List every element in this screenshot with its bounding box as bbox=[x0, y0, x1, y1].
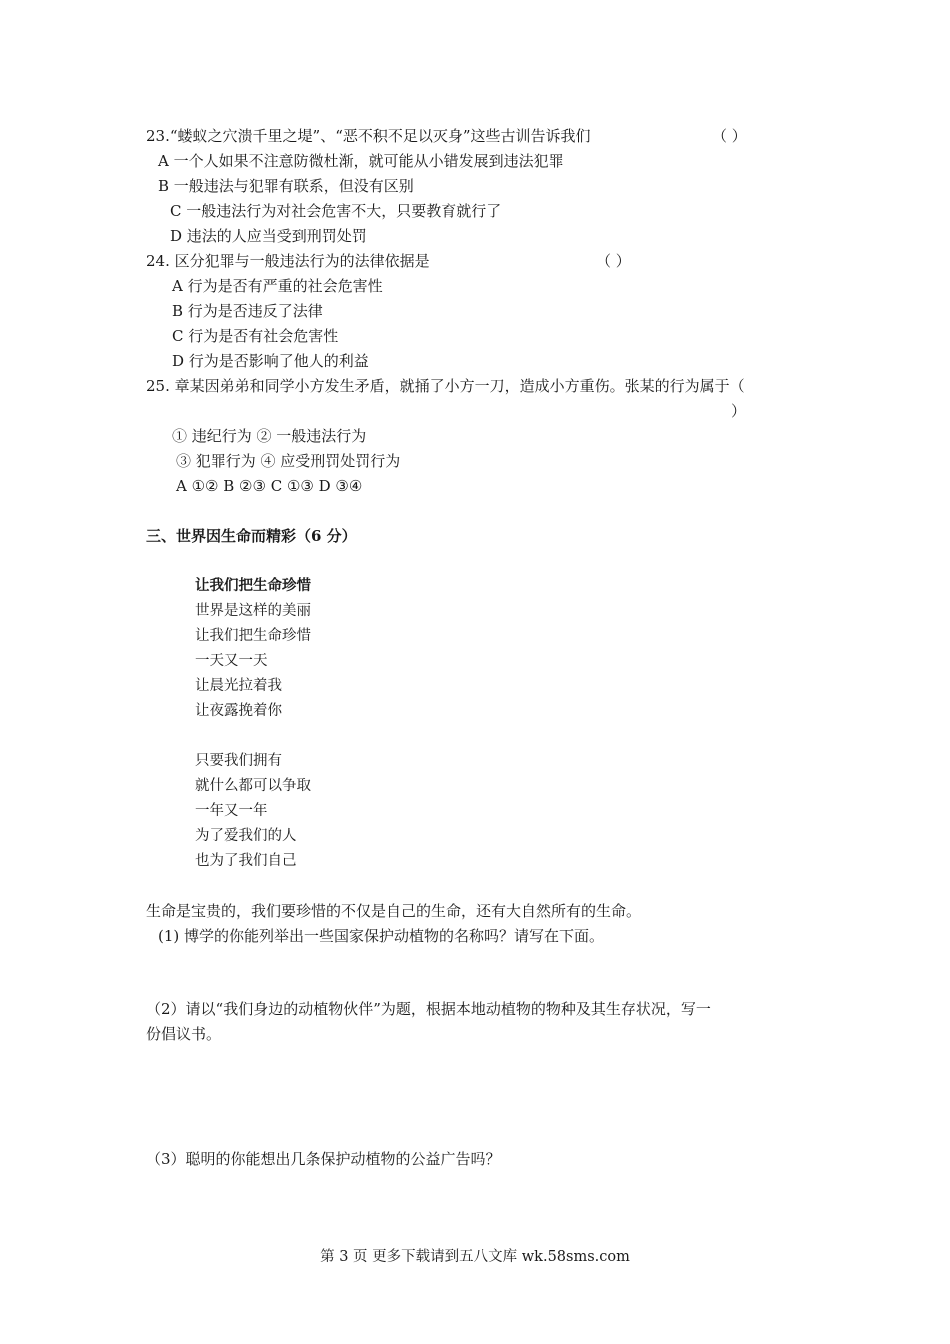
section-heading: 三、世界因生命而精彩（6 分） bbox=[146, 527, 357, 545]
question-2-line-2: 份倡议书。 bbox=[146, 1025, 222, 1043]
q24-stem: 24. 区分犯罪与一般违法行为的法律依据是 bbox=[146, 252, 430, 270]
question-3: （3）聪明的你能想出几条保护动植物的公益广告吗？ bbox=[146, 1150, 501, 1168]
q23-option-a: A 一个人如果不注意防微杜渐，就可能从小错发展到违法犯罪 bbox=[158, 152, 564, 170]
question-2-line-1: （2）请以“我们身边的动植物伙伴”为题，根据本地动植物的物种及其生存状况，写一 bbox=[146, 1000, 711, 1018]
q25-items-row-2: ③ 犯罪行为 ④ 应受刑罚处罚行为 bbox=[176, 452, 401, 470]
poem-line: 让我们把生命珍惜 bbox=[195, 628, 311, 644]
section-intro: 生命是宝贵的，我们要珍惜的不仅是自己的生命，还有大自然所有的生命。 bbox=[146, 902, 642, 920]
poem-line: 世界是这样的美丽 bbox=[195, 603, 311, 619]
q23-stem: 23.“蝼蚁之穴溃千里之堤”、“恶不积不足以灭身”这些古训告诉我们 bbox=[146, 127, 591, 145]
page-footer: 第 3 页 更多下载请到五八文库 wk.58sms.com bbox=[320, 1249, 630, 1265]
q25-stem: 25. 章某因弟弟和同学小方发生矛盾，就捅了小方一刀，造成小方重伤。张某的行为属于（ bbox=[146, 377, 745, 395]
q23-option-c: C 一般违法行为对社会危害不大，只要教育就行了 bbox=[170, 202, 502, 220]
poem-title: 让我们把生命珍惜 bbox=[195, 578, 311, 594]
q24-option-c: C 行为是否有社会危害性 bbox=[172, 327, 339, 345]
q23-option-d: D 违法的人应当受到刑罚处罚 bbox=[170, 227, 367, 245]
poem-line: 就什么都可以争取 bbox=[195, 778, 311, 794]
q24-answer-paren: （ ） bbox=[596, 252, 631, 270]
q25-items-row-1: ① 违纪行为 ② 一般违法行为 bbox=[172, 427, 367, 445]
q24-option-a: A 行为是否有严重的社会危害性 bbox=[172, 277, 383, 295]
poem-line: 让夜露挽着你 bbox=[195, 703, 282, 719]
poem-line: 为了爱我们的人 bbox=[195, 828, 297, 844]
poem-line: 一天又一天 bbox=[195, 653, 268, 669]
poem-line: 只要我们拥有 bbox=[195, 753, 282, 769]
q23-option-b: B 一般违法与犯罪有联系，但没有区别 bbox=[158, 177, 414, 195]
poem-line: 让晨光拉着我 bbox=[195, 678, 282, 694]
q23-answer-paren: （ ） bbox=[712, 127, 747, 145]
q24-option-b: B 行为是否违反了法律 bbox=[172, 302, 323, 320]
q25-answer-paren-close: ） bbox=[731, 402, 747, 420]
poem-line: 也为了我们自己 bbox=[195, 853, 297, 869]
question-1: (1) 博学的你能列举出一些国家保护动植物的名称吗？请写在下面。 bbox=[158, 927, 605, 945]
q24-option-d: D 行为是否影响了他人的利益 bbox=[172, 352, 369, 370]
poem-line: 一年又一年 bbox=[195, 803, 268, 819]
q25-choices: A ①② B ②③ C ①③ D ③④ bbox=[176, 477, 363, 495]
